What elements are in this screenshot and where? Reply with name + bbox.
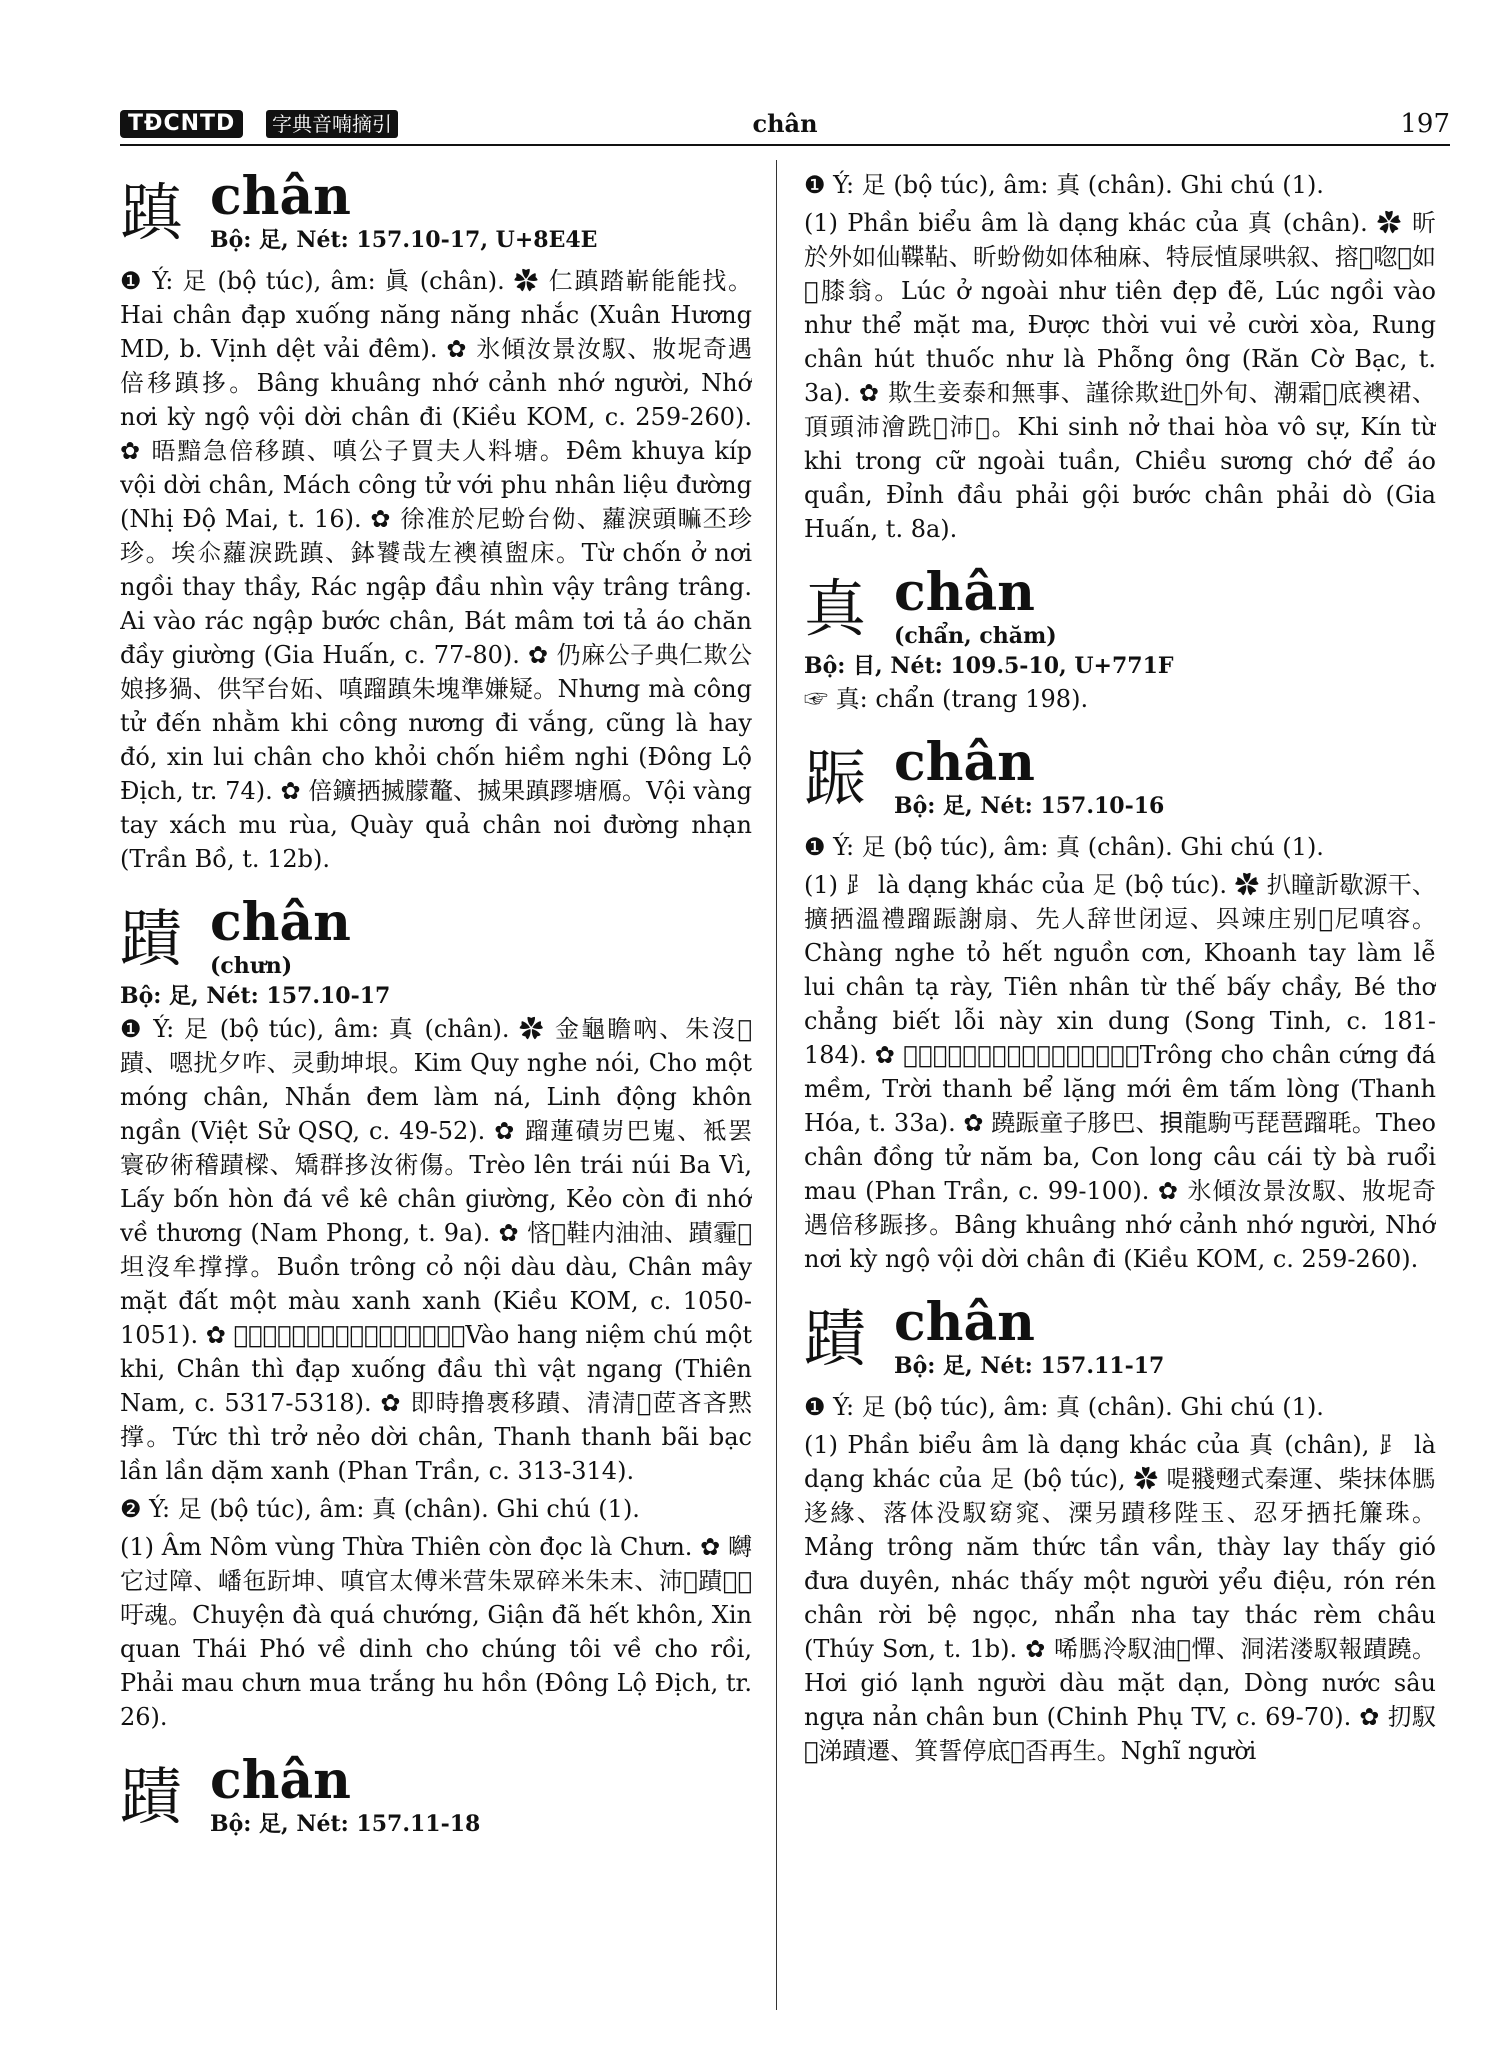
entry (120, 894, 752, 1734)
entry-radical-info: Bộ: 目, Nét: 109.5-10, U+771F (804, 653, 1174, 679)
entry-head (120, 1752, 752, 1848)
entry-sense: ❶ Ý: 足 (bộ túc), âm: 真 (chân). Ghi chú (1). (804, 833, 1324, 861)
entry-head (804, 564, 1436, 682)
entry-character: 蹟 (120, 1760, 183, 1833)
entry-character: 真 (804, 572, 867, 645)
entry-note: (1) Âm Nôm vùng Thừa Thiên còn đọc là Chưn. ✿ 嚩它过障、嶓㐌䟚坤、嗔官太傅米营朱眾碎米朱末、沛𨂼蹟𩆍𦋦吁魂。Chuyện đà quá chướng, Giận đã hết khôn, Xin quan Thái Phó về dinh cho chúng tôi về cho rồi, Phải mau chưn mua trắng hu hồn (Đông Lộ Địch, tr. 26). (120, 1533, 752, 1731)
entry-sense: ❷ Ý: 足 (bộ túc), âm: 真 (chân). Ghi chú (1). (120, 1495, 640, 1523)
page-header (120, 110, 1450, 146)
left-column (120, 168, 752, 2008)
entry-headword: chân (210, 892, 351, 953)
entry-character: 蹟 (804, 1302, 867, 1375)
entry-note: (1) Phần biểu âm là dạng khác của 真 (chân), ⻊ là dạng khác của 足 (bộ túc), ✿ 㖷䎒𦑃式秦運、柴抹体𦟐迻緣、落体没馭窈窕、溧另蹟移陛玉、忍牙拪托簾珠。Mảng trông năm thức tần vần, thày lay thấy gió đưa duyên, nhác thấy một người yểu điệu, rón rén chân rời bệ ngọc, nhẩn nha tay thác rèm châu (Thúy Sơn, t. 1b). ✿ 唏𦟐泠馭油𣘈憚、洞渃溇馭報蹟蹺。Hơi gió lạnh người dàu mặt dạn, Dòng nước sâu ngựa nản chân bun (Chinh Phụ TV, c. 69-70). ✿ 㧅馭𣘈涕蹟遷、箕誓停底𨀈㫘再生。Nghĩ người (804, 1431, 1436, 1765)
series-badge: TĐCNTD (120, 110, 243, 138)
column-divider (776, 160, 777, 2010)
entry-cross-reference: ☞ 真: chẩn (trang 198). (804, 685, 1089, 713)
entry-sense: ❶ Ý: 足 (bộ túc), âm: 真 (chân). ✿ 金龜瞻吶、朱沒𨆢蹟、嗯扰夕咋、灵動坤垠。Kim Quy nghe nói, Cho một móng chân, Nhắn đem làm ná, Linh động khôn ngần (Việt Sử QSQ, c. 49-52). ✿ 蹓蓮磧岃巴嵬、袛罢寰矽術稽蹟樑、矯群拸汝術傷。Trèo lên trái núi Ba Vì, Lấy bốn hòn đá về kê chân giường, Kẻo còn đi nhớ về thương (Nam Phong, t. 9a). ✿ 悋𣋚鞋内油油、蹟霾𣘈坦沒牟撑撑。Buồn trông cỏ nội dàu dàu, Chân mây mặt đất một màu xanh xanh (Kiều KOM, c. 1050-1051). ✿ 𠓀谽念呪㝵欺、蹟時踏嶄頭時勿昂。Vào hang niệm chú một khi, Chân thì đạp xuống đầu thì vật ngang (Thiên Nam, c. 5317-5318). ✿ 即時撸褭移蹟、清清𡓇茝吝吝黙撑。Tức thì trở nẻo dời chân, Thanh thanh bãi bạc lần lần dặm xanh (Phan Trần, c. 313-314). (120, 1015, 752, 1485)
entry-head (120, 168, 752, 264)
entry-alt-reading: (chẩn, chăm) (894, 623, 1057, 649)
entry-continuation (804, 168, 1436, 546)
entry-character: 䟴 (804, 742, 867, 815)
entry-headword: chân (894, 562, 1035, 623)
entry-note: (1) Phần biểu âm là dạng khác của 真 (chân). ✿ 昕於外如仙鞢䩞、昕蚡㑃如体秞麻、特辰㥀㞗哄叙、搈𨂼唿𧄶如𠳒膝翁。Lúc ở ngoài như tiên đẹp đẽ, Lúc ngồi vào như thể mặt ma, Được thời vui vẻ cười xòa, Rung chân hút thuốc như là Phỗng ông (Răn Cờ Bạc, t. 3a). ✿ 欺生妾泰和無事、謹徐欺𨑮𦛌外旬、潮霜𣳔底襖裙、頂頭沛澮跣𨂼沛𥉮。Khi sinh nở thai hòa vô sự, Kín từ khi trong cữ ngoài tuần, Chiều sương chớ để áo quần, Đỉnh đầu phải gội bước chân phải dò (Gia Huấn, t. 8a). (804, 209, 1436, 543)
entry-note: (1) ⻊ là dạng khác của 足 (bộ túc). ✿ 扒瞳訢歇源干、擴拪溫禮蹓䟴謝扇、先人辞世闭逗、㒷竦庄别𣩂尼嗔容。Chàng nghe tỏ hết nguồn cơn, Khoanh tay làm lễ lui chân tạ rày, Tiên nhân từ thế bấy chầy, Bé thơ chẳng biết lỗi này xin dung (Song Tinh, c. 181-184). ✿ 𥉩朱䟴勁矽𨥙、丕清㳥湖買淹𦛋悉。Trông cho chân cứng đá mềm, Trời thanh bể lặng mới êm tấm lòng (Thanh Hóa, t. 33a). ✿ 蹺䟴童子䏧巴、𢭲龍駒丐琵琶蹓毦。Theo chân đồng tử năm ba, Con long câu cái tỳ bà ruổi mau (Phan Trần, c. 99-100). ✿ 氷傾汝景汝馭、妝坭奇遇倍移䟴拸。Bâng khuâng nhớ cảnh nhớ người, Nhớ nơi kỳ ngộ vội dời chân đi (Kiều KOM, c. 259-260). (804, 871, 1436, 1273)
entry-alt-reading: (chưn) (210, 953, 293, 979)
header-rule (120, 144, 1450, 146)
series-badge-han: 字典音喃摘引 (266, 110, 398, 138)
entry-radical-info: Bộ: 足, Nét: 157.11-17 (894, 1353, 1165, 1379)
entry-sense: ❶ Ý: 足 (bộ túc), âm: 真 (chân). Ghi chú (1). (804, 171, 1324, 199)
entry-radical-info: Bộ: 足, Nét: 157.10-16 (894, 793, 1165, 819)
entry-radical-info: Bộ: 足, Nét: 157.10-17, U+8E4E (210, 227, 598, 253)
entry (804, 564, 1436, 716)
entry-sense: ❶ Ý: 足 (bộ túc), âm: 眞 (chân). ✿ 仁蹎踏嶄能能找。Hai chân đạp xuống năng năng nhắc (Xuân Hương MD, b. Vịnh dệt vải đêm). ✿ 氷傾汝景汝馭、妝坭奇遇倍移蹎拸。Bâng khuâng nhớ cảnh nhớ người, Nhớ nơi kỳ ngộ vội dời chân đi (Kiều KOM, c. 259-260). ✿ 晤黯急倍移蹎、嗔公子買夫人料塘。Đêm khuya kíp vội dời chân, Mách công tử với phu nhân liệu đường (Nhị Độ Mai, t. 16). ✿ 徐准於尼蚡台㑃、蘿淚頭𥊚丕珍珍。埃𠇍蘿淚跣蹎、鉢饕哉左襖禛盥床。Từ chốn ở nơi ngồi thay thầy, Rác ngập đầu nhìn vậy trâng trâng. Ai vào rác ngập bước chân, Bát mâm tơi tả áo chăn đầy giường (Gia Huấn, c. 77-80). ✿ 仍麻公子典仁欺公娘拸猧、供罕台妬、嗔蹓蹎朱塊準嫌疑。Nhưng mà công tử đến nhằm khi công nương đi vắng, cũng là hay đó, xin lui chân cho khỏi chốn hiềm nghi (Đông Lộ Địch, tr. 74). ✿ 倍鑛拪搣朦鼇、搣果蹎蹘塘鴈。Vội vàng tay xách mu rùa, Quày quả chân noi đường nhạn (Trần Bồ, t. 12b). (120, 267, 752, 873)
entry-headword: chân (210, 168, 351, 227)
entry (120, 168, 752, 876)
entry-head (804, 734, 1436, 830)
entry-radical-info: Bộ: 足, Nét: 157.11-18 (210, 1811, 481, 1837)
entry-head (804, 1294, 1436, 1390)
right-column (804, 168, 1436, 2008)
entry (120, 1752, 752, 1848)
entry-headword: chân (894, 1292, 1035, 1353)
entry-character: 蹟 (120, 902, 183, 975)
entry-headword: chân (894, 732, 1035, 793)
entry-radical-info: Bộ: 足, Nét: 157.10-17 (120, 983, 391, 1009)
entry-headword: chân (210, 1750, 351, 1811)
entry-character: 蹎 (120, 176, 183, 249)
entry-sense: ❶ Ý: 足 (bộ túc), âm: 真 (chân). Ghi chú (1). (804, 1393, 1324, 1421)
entry-head (120, 894, 752, 1012)
entry (804, 1294, 1436, 1768)
entry (804, 734, 1436, 1276)
running-head: chân (752, 109, 818, 138)
page-number: 197 (1400, 109, 1450, 139)
